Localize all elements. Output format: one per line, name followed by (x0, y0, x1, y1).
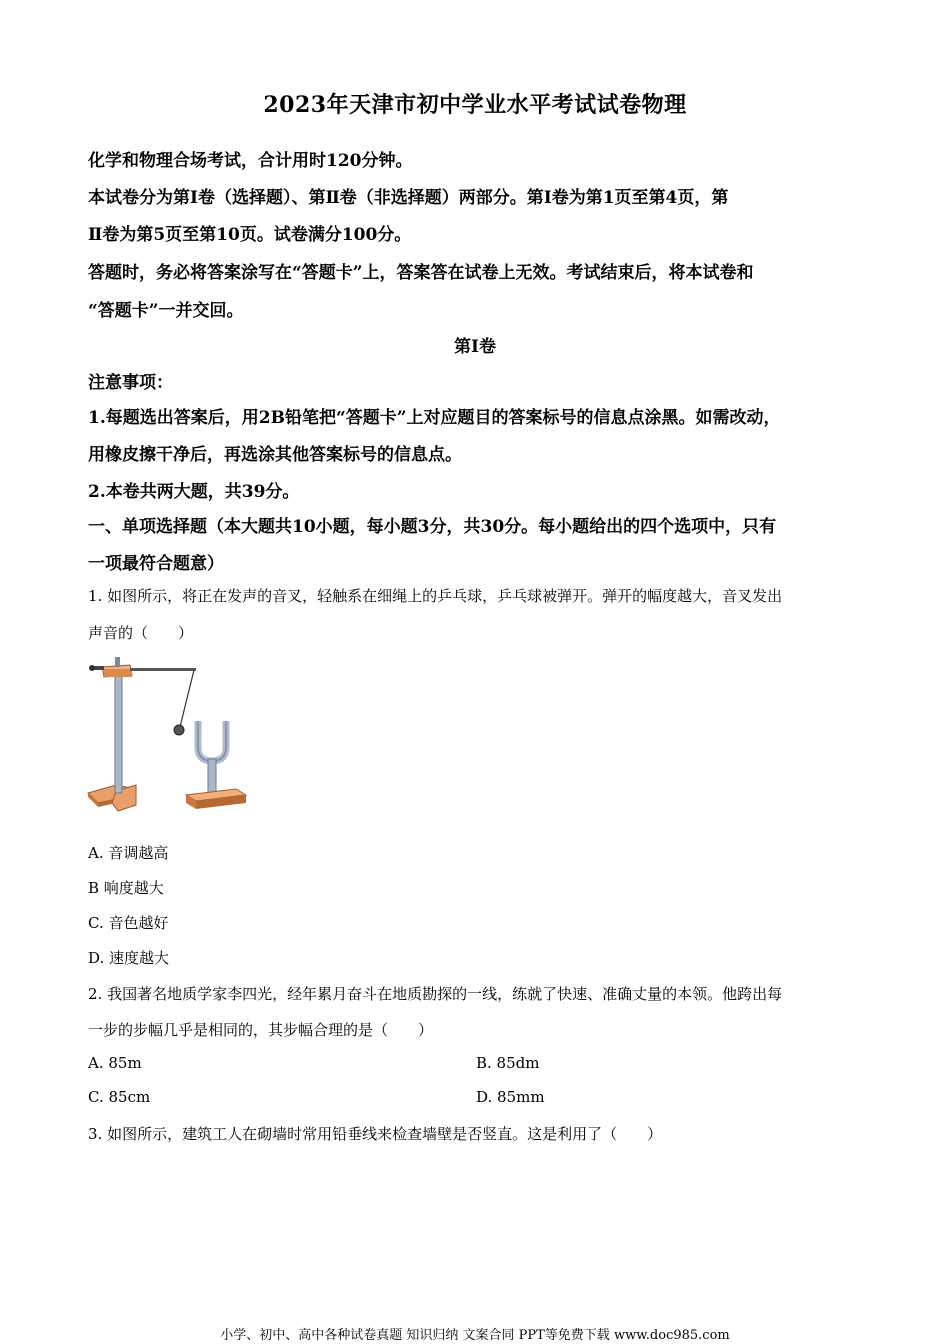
section-title: 第Ⅰ卷 (454, 337, 496, 357)
notes-item-2: 2.本卷共两大题，共39分。 (88, 482, 300, 502)
q3-stem-line-1: 3. 如图所示，建筑工人在砌墙时常用铅垂线来检查墙壁是否竖直。这是利用了（ ） (88, 1125, 663, 1143)
q2-option-d: D. 85mm (476, 1088, 545, 1106)
intro-line-3: Ⅱ卷为第5页至第10页。试卷满分100分。 (88, 225, 412, 245)
q1-option-c: C. 音色越好 (88, 914, 169, 932)
notes-heading: 注意事项： (88, 373, 173, 393)
intro-line-1: 化学和物理合场考试，合计用时120分钟。 (88, 151, 413, 171)
intro-line-4: 答题时，务必将答案涂写在“答题卡”上，答案答在试卷上无效。考试结束后，将本试卷和 (88, 263, 754, 283)
notes-item-1-line-2: 用橡皮擦干净后，再选涂其他答案标号的信息点。 (88, 445, 462, 465)
notes-item-1-line-1: 1.每题选出答案后，用2B铅笔把“答题卡”上对应题目的答案标号的信息点涂黑。如需改动， (88, 408, 781, 428)
q1-option-d: D. 速度越大 (88, 949, 170, 967)
part1-heading-line-1: 一、单项选择题（本大题共10小题，每小题3分，共30分。每小题给出的四个选项中，只有 (88, 517, 777, 537)
q2-stem-line-1: 2. 我国著名地质学家李四光，经年累月奋斗在地质勘探的一线，练就了快速、准确丈量的本领。他跨出每 (88, 985, 783, 1003)
tuning-fork-figure (86, 655, 248, 815)
q2-option-a: A. 85m (88, 1054, 142, 1072)
page-footer: 小学、初中、高中各种试卷真题 知识归纳 文案合同 PPT等免费下载 www.doc985.com (220, 1328, 730, 1343)
page-title: 2023年天津市初中学业水平考试试卷物理 (263, 92, 687, 118)
q1-stem-line-1: 1. 如图所示，将正在发声的音叉，轻触系在细绳上的乒乓球，乒乓球被弹开。弹开的幅度越大，音叉发出 (88, 587, 783, 605)
q2-option-c: C. 85cm (88, 1088, 151, 1106)
part1-heading-line-2: 一项最符合题意） (88, 554, 224, 574)
intro-line-5: “答题卡”一并交回。 (88, 301, 244, 321)
q1-option-b: B 响度越大 (88, 879, 164, 897)
intro-line-2: 本试卷分为第Ⅰ卷（选择题）、第Ⅱ卷（非选择题）两部分。第Ⅰ卷为第1页至第4页，第 (88, 188, 729, 208)
q2-stem-line-2: 一步的步幅几乎是相同的，其步幅合理的是（ ） (88, 1021, 434, 1039)
q1-option-a: A. 音调越高 (88, 844, 169, 862)
q1-stem-line-2: 声音的（ ） (88, 624, 194, 642)
q2-option-b: B. 85dm (476, 1054, 540, 1072)
